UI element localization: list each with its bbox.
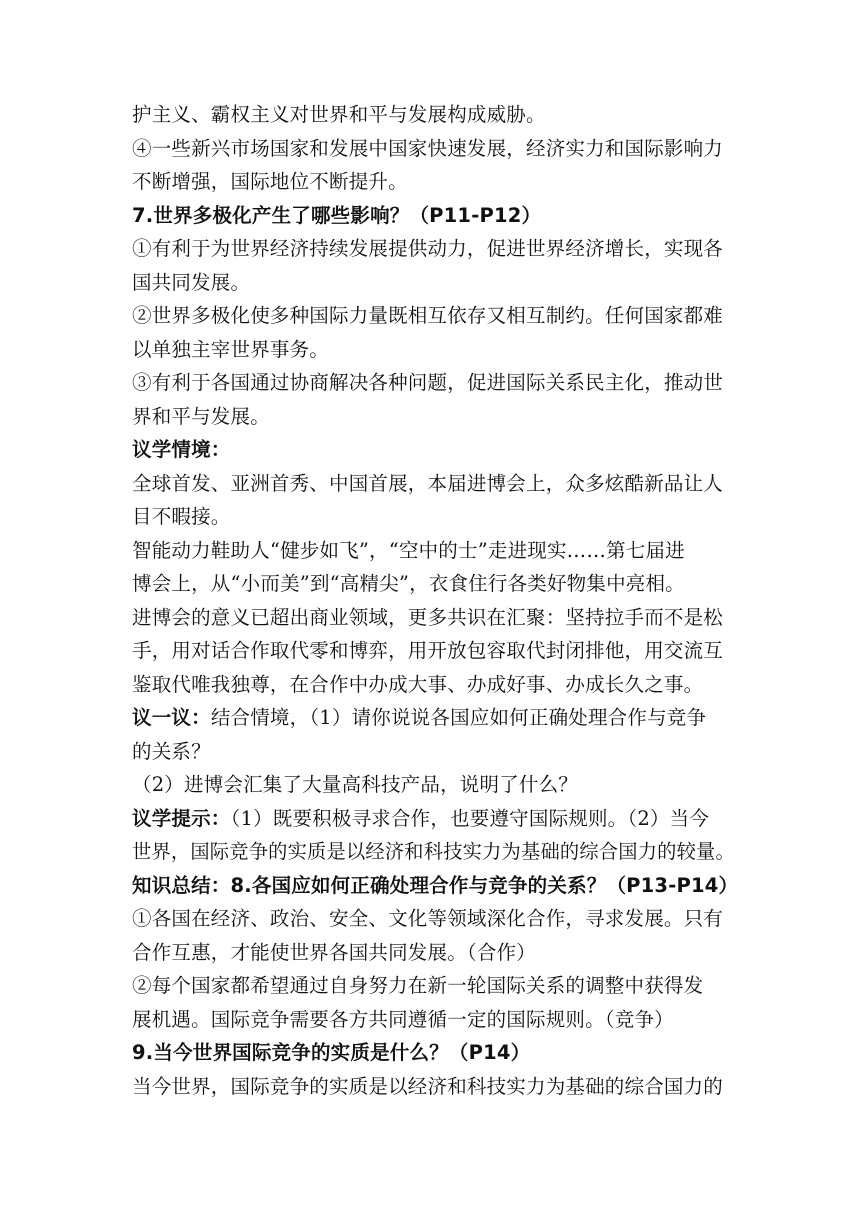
text-line: ①各国在经济、政治、安全、文化等领域深化合作，寻求发展。只有 xyxy=(132,907,724,930)
text-line: （2）进博会汇集了大量高科技产品，说明了什么？ xyxy=(132,773,579,796)
question-heading: 知识总结：8.各国应如何正确处理合作与竞争的关系？（P13-P14） xyxy=(132,873,739,897)
text-line: 鉴取代唯我独尊，在合作中办成大事、办成好事、办成长久之事。 xyxy=(132,672,704,696)
text-line: 博会上，从“小而美”到“高精尖”，衣食住行各类好物集中亮相。 xyxy=(132,572,685,595)
text-line: 的关系？ xyxy=(132,739,211,763)
text-line: 进博会的意义已超出商业领域，更多共识在汇聚：坚持拉手而不是松 xyxy=(132,605,724,629)
discussion-label: 议一议： xyxy=(132,706,211,729)
text-line: 以单独主宰世界事务。 xyxy=(132,337,330,361)
text-line: 不断增强，国际地位不断提升。 xyxy=(132,170,408,193)
text-line: ②世界多极化使多种国际力量既相互依存又相互制约。任何国家都难 xyxy=(132,304,724,327)
text-line: 当今世界，国际竞争的实质是以经济和科技实力为基础的综合国力的 xyxy=(132,1074,724,1098)
text-line: 界和平与发展。 xyxy=(132,404,270,428)
text-line: 护主义、霸权主义对世界和平与发展构成威胁。 xyxy=(132,103,546,126)
text-line: ④一些新兴市场国家和发展中国家快速发展，经济实力和国际影响力 xyxy=(132,136,724,160)
question-heading: 7.世界多极化产生了哪些影响？（P11-P12） xyxy=(132,203,542,227)
text-line: 世界，国际竞争的实质是以经济和科技实力为基础的综合国力的较量。 xyxy=(132,840,735,863)
text-line: ①有利于为世界经济持续发展提供动力，促进世界经济增长，实现各 xyxy=(132,237,724,260)
text-line: 合作互惠，才能使世界各国共同发展。（合作） xyxy=(132,940,536,964)
text-line: ③有利于各国通过协商解决各种问题，促进国际关系民主化，推动世 xyxy=(132,371,724,394)
discussion-line xyxy=(132,701,742,735)
text-line: 手，用对话合作取代零和博弈，用开放包容取代封闭排他，用交流互 xyxy=(132,639,724,662)
text-line: 展机遇。国际竞争需要各方共同遵循一定的国际规则。（竞争） xyxy=(132,1007,674,1031)
hint-text: （1）既要积极寻求合作，也要遵守国际规则。（2）当今 xyxy=(230,806,710,830)
text-line: ②每个国家都希望通过自身努力在新一轮国际关系的调整中获得发 xyxy=(132,974,704,997)
discussion-text: 结合情境，（1）请你说说各国应如何正确处理合作与竞争 xyxy=(210,706,707,729)
question-heading: 9.当今世界国际竞争的实质是什么？（P14） xyxy=(132,1041,531,1064)
hint-line xyxy=(132,802,742,836)
document-page xyxy=(132,98,742,1103)
text-line: 国共同发展。 xyxy=(132,270,251,294)
section-heading: 议学情境： xyxy=(132,438,231,461)
text-line: 智能动力鞋助人“健步如飞”，“空中的士”走进现实……第七届进 xyxy=(132,538,685,562)
text-line: 目不暇接。 xyxy=(132,505,231,528)
hint-label: 议学提示： xyxy=(132,806,231,830)
text-line: 全球首发、亚洲首秀、中国首展，本届进博会上，众多炫酷新品让人 xyxy=(132,471,724,495)
